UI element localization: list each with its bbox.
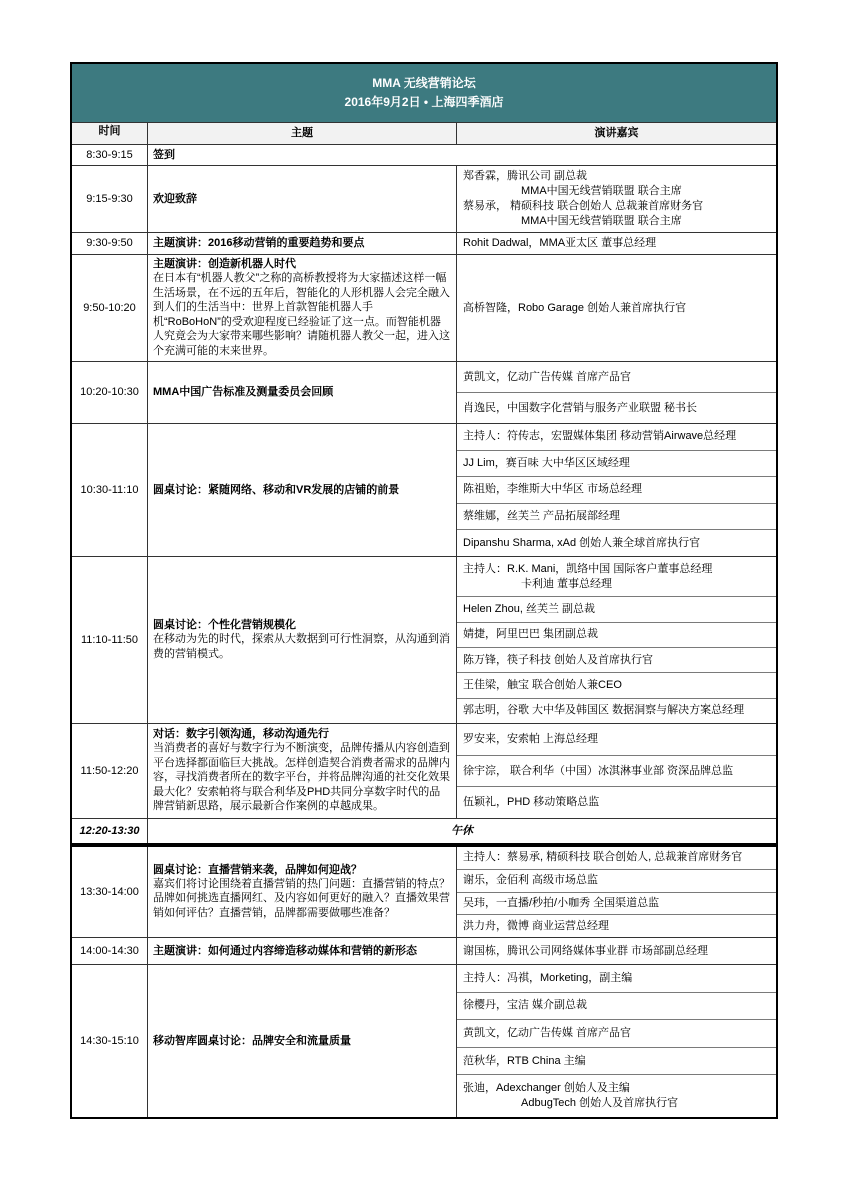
speaker-line: 陈祖贻，李维斯大中华区 市场总经理 [463, 483, 643, 496]
speaker-line: Rohit Dadwal，MMA亚太区 董事总经理 [463, 237, 657, 249]
speaker-cell [457, 476, 776, 503]
session-speakers [457, 362, 776, 423]
column-header-topic: 主题 [148, 123, 457, 144]
session-topic [148, 965, 457, 1117]
session-speakers [457, 847, 776, 937]
session-speakers [457, 724, 776, 818]
speaker-line: 吴玮，一直播/秒拍/小咖秀 全国渠道总监 [463, 896, 660, 909]
speaker-line: 谢乐，金佰利 高级市场总监 [463, 874, 599, 887]
speaker-cell [457, 622, 776, 647]
session-row [72, 361, 776, 423]
speaker-cell [457, 596, 776, 621]
speaker-line: 主持人：蔡易承, 精硕科技 联合创始人, 总裁兼首席财务官 [463, 851, 743, 864]
speaker-line: 伍颖礼，PHD 移动策略总监 [463, 796, 600, 809]
column-header-speakers: 演讲嘉宾 [594, 127, 639, 139]
session-row [72, 165, 776, 232]
session-topic [148, 233, 457, 254]
session-title: 主题演讲：如何通过内容缔造移动媒体和营销的新形态 [153, 944, 417, 957]
speaker-cell [457, 362, 776, 392]
session-description: 在移动为先的时代，探索从大数据到可行性洞察，从沟通到消费的营销模式。 [153, 633, 450, 660]
session-topic [148, 424, 457, 556]
session-row [72, 818, 776, 843]
speaker-cell [457, 255, 776, 361]
speaker-cell [457, 392, 776, 423]
speaker-line: 蔡易承， 精硕科技 联合创始人 总裁兼首席财务官 [463, 200, 704, 212]
speaker-line: 黄凯文，亿动广告传媒 首席产品官 [463, 1026, 632, 1039]
speaker-cell [457, 1074, 776, 1117]
speaker-cell [457, 503, 776, 530]
session-time: 14:00-14:30 [72, 938, 148, 964]
speaker-line: 郭志明，谷歌 大中华及韩国区 数据洞察与解决方案总经理 [463, 704, 745, 717]
speaker-cell [457, 938, 776, 964]
session-time: 10:20-10:30 [72, 362, 148, 423]
speaker-cell [457, 424, 776, 450]
speaker-line: 徐樱丹，宝洁 媒介副总裁 [463, 999, 588, 1012]
session-title: MMA中国广告标准及测量委员会回顾 [153, 386, 334, 398]
session-row [72, 723, 776, 818]
session-title: 圆桌讨论：直播营销来袭，品牌如何迎战？ [153, 863, 362, 876]
speaker-line: 徐宇淙， 联合利华（中国）冰淇淋事业部 资深品牌总监 [463, 764, 734, 777]
session-time: 10:30-11:10 [72, 424, 148, 556]
session-title: 主题演讲：2016移动营销的重要趋势和要点 [153, 237, 365, 249]
session-row [72, 964, 776, 1117]
speaker-cell [457, 1047, 776, 1075]
session-row [72, 556, 776, 723]
speaker-cell [457, 450, 776, 477]
session-topic [148, 819, 776, 843]
session-title: 签到 [153, 148, 175, 161]
session-speakers [457, 965, 776, 1117]
speaker-line: 婧捷，阿里巴巴 集团副总裁 [463, 628, 599, 641]
session-speakers [457, 255, 776, 361]
column-header-row [72, 122, 776, 144]
session-title: 欢迎致辞 [153, 192, 197, 205]
session-row [72, 937, 776, 964]
speaker-cell [457, 847, 776, 869]
session-title: 圆桌讨论：个性化营销规模化 [153, 619, 296, 631]
speaker-line: 肖逸民，中国数字化营销与服务产业联盟 秘书长 [463, 401, 698, 414]
speaker-cell [457, 698, 776, 723]
conference-date-venue: 2016年9月2日 • 上海四季酒店 [344, 95, 504, 109]
speaker-line: 主持人：符传志，宏盟媒体集团 移动营销Airwave总经理 [463, 430, 737, 443]
session-time: 11:50-12:20 [72, 724, 148, 818]
session-speakers [457, 233, 776, 254]
speaker-line: 郑香霖，腾讯公司 副总裁 [463, 170, 588, 182]
session-time: 11:10-11:50 [72, 557, 148, 723]
session-speakers [457, 938, 776, 964]
session-speakers [457, 557, 776, 723]
conference-banner [72, 64, 776, 122]
speaker-cell [457, 672, 776, 697]
session-topic [148, 255, 457, 361]
session-description: 在日本有“机器人教父”之称的高桥教授将为大家描述这样一幅生活场景，在不远的五年后，智能化的人形机器人会完全融入到人们的生活当中：世界上首款智能机器人手机“RoBoHoN”的受欢迎程度已经验证了这一点。而智能机器人究竟会为大家带来哪些影响？请随机器人教父一起，进入这个充满可能的末来世界。 [153, 272, 450, 357]
session-time: 9:15-9:30 [72, 166, 148, 232]
speaker-line: 张迪，Adexchanger 创始人及主编 [463, 1082, 630, 1095]
speaker-cell [457, 965, 776, 992]
session-row [72, 144, 776, 165]
session-topic [148, 724, 457, 818]
session-title: 圆桌讨论：紧随网络、移动和VR发展的店铺的前景 [153, 483, 400, 496]
speaker-cell [457, 529, 776, 556]
speaker-line: AdbugTech 创始人及首席执行官 [521, 1097, 679, 1110]
speaker-cell [457, 755, 776, 787]
speaker-cell [457, 892, 776, 915]
speaker-line: 主持人：冯祺，Morketing，副主编 [463, 971, 633, 984]
session-row [72, 847, 776, 937]
agenda-table-afternoon [70, 845, 778, 1119]
session-topic [148, 938, 457, 964]
session-time: 12:20-13:30 [72, 819, 148, 843]
session-topic [148, 847, 457, 937]
session-time: 9:50-10:20 [72, 255, 148, 361]
session-title: 午休 [451, 824, 473, 837]
speaker-line: MMA中国无线营销联盟 联合主席 [521, 215, 682, 227]
session-title: 对话：数字引领沟通，移动沟通先行 [153, 728, 329, 741]
conference-title: MMA 无线营销论坛 [372, 76, 476, 90]
session-time: 14:30-15:10 [72, 965, 148, 1117]
speaker-line: Dipanshu Sharma, xAd 创始人兼全球首席执行官 [463, 536, 701, 549]
speaker-line: MMA中国无线营销联盟 联合主席 [521, 185, 682, 197]
session-topic [148, 362, 457, 423]
speaker-cell [457, 1019, 776, 1047]
session-topic [148, 557, 457, 723]
speaker-line: 洪力舟，微博 商业运营总经理 [463, 919, 610, 932]
speaker-line: 谢国栋，腾讯公司网络媒体事业群 市场部副总经理 [463, 944, 709, 957]
session-topic [148, 166, 457, 232]
speaker-cell [457, 869, 776, 892]
speaker-cell [457, 786, 776, 818]
speaker-line: 卡利迪 董事总经理 [521, 577, 613, 590]
session-description: 嘉宾们将讨论围绕着直播营销的热门问题：直播营销的特点？品牌如何挑选直播网红、及内容如何更好的融入？直播效果营销如何评估？直播营销，品牌都需要做哪些准备？ [153, 877, 450, 919]
speaker-cell [457, 557, 776, 596]
speaker-line: 罗安来，安索帕 上海总经理 [463, 732, 599, 745]
speaker-cell [457, 166, 776, 232]
speaker-line: 黄凯文，亿动广告传媒 首席产品官 [463, 370, 632, 383]
speaker-line: 王佳梁，触宝 联合创始人兼CEO [463, 678, 622, 691]
session-time: 13:30-14:00 [72, 847, 148, 937]
session-row [72, 423, 776, 556]
speaker-line: 蔡维娜，丝芙兰 产品拓展部经理 [463, 510, 621, 523]
speaker-cell [457, 233, 776, 254]
session-description: 当消费者的喜好与数字行为不断演变，品牌传播从内容创造到平台选择都面临巨大挑战。怎样创造契合消费者需求的品牌内容，寻找消费者所在的数字平台，并将品牌沟通的社交化效果最大化？安索帕将与联合利华及PHD共同分享数字时代的品牌营销新思路，展示最新合作案例的卓越成果。 [153, 742, 450, 813]
session-speakers [457, 166, 776, 232]
session-row [72, 254, 776, 361]
speaker-line: JJ Lim，赛百味 大中华区区域经理 [463, 456, 630, 469]
speaker-cell [457, 914, 776, 937]
speaker-line: 范秋华，RTB China 主编 [463, 1054, 586, 1067]
speaker-cell [457, 992, 776, 1020]
speaker-line: Helen Zhou, 丝芙兰 副总裁 [463, 602, 596, 615]
speaker-line: 主持人：R.K. Mani，凯络中国 国际客户董事总经理 [463, 562, 713, 575]
speaker-line: 高桥智隆，Robo Garage 创始人兼首席执行官 [463, 301, 687, 314]
session-topic [148, 145, 776, 165]
agenda-table-morning [70, 62, 778, 845]
session-time: 9:30-9:50 [72, 233, 148, 254]
session-title: 主题演讲：创造新机器人时代 [153, 258, 296, 270]
speaker-cell [457, 724, 776, 755]
session-title: 移动智库圆桌讨论：品牌安全和流量质量 [153, 1034, 351, 1047]
session-time: 8:30-9:15 [72, 145, 148, 165]
speaker-cell [457, 647, 776, 672]
column-header-time: 时间 [72, 123, 148, 144]
speaker-line: 陈万锋，筷子科技 创始人及首席执行官 [463, 653, 654, 666]
session-speakers [457, 424, 776, 556]
session-row [72, 232, 776, 254]
